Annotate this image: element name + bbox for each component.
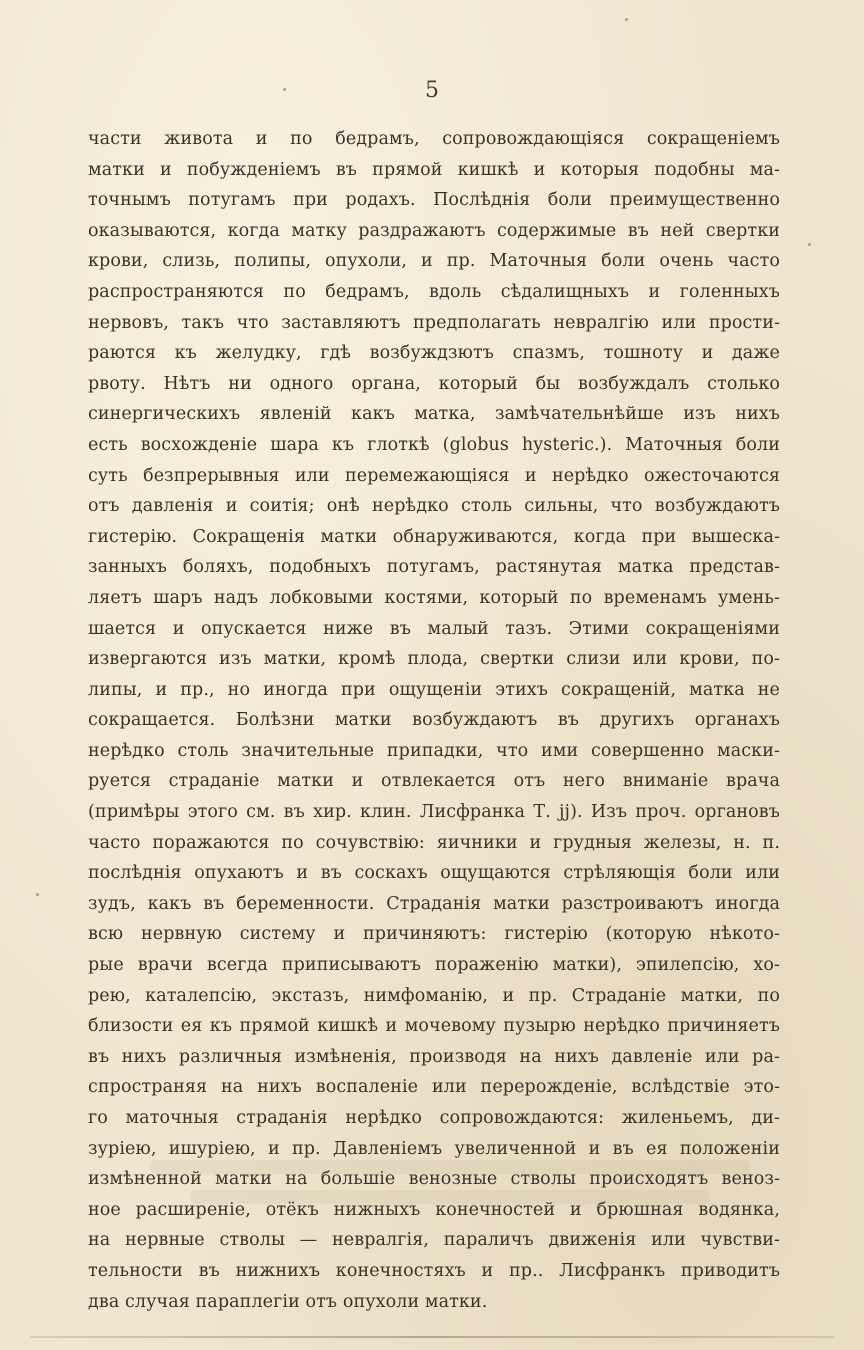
text-line: отъ давленія и соитія; онѣ нерѣдко столь сильны, что возбуждаютъ: [88, 496, 780, 517]
text-line: измѣненной матки на большіе венозные стволы происходятъ веноз-: [88, 1169, 780, 1190]
text-line: рые врачи всегда приписываютъ пораженію матки), эпилепсію, хо-: [88, 955, 780, 976]
paper-speck: [36, 893, 39, 896]
text-line: синергическихъ явленій какъ матка, замѣчательнѣйше изъ нихъ: [88, 404, 780, 425]
text-line: руется страданіе матки и отвлекается отъ него вниманіе врача: [88, 771, 780, 792]
text-line: тельности въ нижнихъ конечностяхъ и пр.. Лисфранкъ приводитъ: [88, 1260, 780, 1281]
text-line: извергаются изъ матки, кромѣ плода, свертки слизи или крови, по-: [88, 649, 780, 670]
text-line: шается и опускается ниже въ малый тазъ. Этими сокращеніями: [88, 618, 780, 639]
text-line: ное расширеніе, отёкъ нижныхъ конечностей и брюшная водянка,: [88, 1199, 780, 1220]
paper-speck: [808, 243, 811, 246]
text-line: есть восхожденіе шара къ глоткѣ (globus hysteric.). Маточныя боли: [88, 434, 780, 455]
text-line: (примѣры этого см. въ хир. клин. Лисфранка Т. jj). Изъ проч. органовъ: [88, 802, 780, 823]
text-line: спространяя на нихъ воспаленіе или перерожденіе, вслѣдствіе это-: [88, 1077, 780, 1098]
text-line: сокращается. Болѣзни матки возбуждаютъ въ другихъ органахъ: [88, 710, 780, 731]
show-through-mark: [190, 1190, 710, 1204]
paper-speck: [625, 18, 628, 21]
text-line: распространяются по бедрамъ, вдоль сѣдалищныхъ и голенныхъ: [88, 281, 780, 302]
text-line: нервовъ, такъ что заставляютъ предполагать невралгію или прости-: [88, 312, 780, 333]
text-line: на нервные стволы — невралгія, параличъ движенія или чувстви-: [88, 1230, 780, 1251]
text-line: раются къ желудку, гдѣ возбуждзютъ спазмъ, тошноту и даже: [88, 343, 780, 364]
text-line: зуріею, ишуріею, и пр. Давленіемъ увеличенной и въ ея положеніи: [88, 1138, 780, 1159]
text-line: ляетъ шаръ надъ лобковыми костями, который по временамъ умень-: [88, 587, 780, 608]
page-number: 5: [425, 78, 439, 103]
text-line: два случая параплегіи отъ опухоли матки.: [88, 1291, 488, 1312]
text-line: го маточныя страданія нерѣдко сопровождаются: жиленьемъ, ди-: [88, 1108, 780, 1128]
text-line: занныхъ боляхъ, подобныхъ потугамъ, растянутая матка представ-: [88, 557, 780, 578]
text-line: матки и побужденіемъ въ прямой кишкѣ и которыя подобны ма-: [88, 159, 780, 180]
show-through-mark: [150, 1160, 750, 1174]
text-line: части живота и по бедрамъ, сопровождающіяся сокращеніемъ: [88, 129, 780, 149]
page-bottom-edge: [30, 1336, 834, 1338]
text-line: близости ея къ прямой кишкѣ и мочевому пузырю нерѣдко причиняетъ: [88, 1016, 780, 1037]
text-line: рею, каталепсію, экстазъ, нимфоманію, и пр. Страданіе матки, по: [88, 985, 780, 1006]
text-line: нерѣдко столь значительные припадки, что ими совершенно маски-: [88, 740, 780, 761]
text-line: послѣднія опухаютъ и въ соскахъ ощущаются стрѣляющія боли или: [88, 863, 780, 884]
text-line: суть безпрерывныя или перемежающіяся и нерѣдко ожесточаются: [88, 465, 780, 486]
text-line: липы, и пр., но иногда при ощущеніи этихъ сокращеній, матка не: [88, 679, 780, 700]
text-line: въ нихъ различныя измѣненія, производя на нихъ давленіе или ра-: [88, 1046, 780, 1067]
text-line: точнымъ потугамъ при родахъ. Послѣднія боли преимущественно: [88, 190, 780, 211]
paper-speck: [283, 88, 286, 91]
text-line: гистерію. Сокращенія матки обнаруживаются, когда при вышеска-: [88, 526, 780, 547]
text-line: всю нервную систему и причиняютъ: гистерію (которую нѣкото-: [88, 924, 780, 945]
text-line: зудъ, какъ въ беременности. Страданія матки разстроиваютъ иногда: [88, 893, 780, 914]
text-line: крови, слизь, полипы, опухоли, и пр. Маточныя боли очень часто: [88, 251, 780, 272]
body-text: [88, 124, 780, 1317]
text-line: оказываются, когда матку раздражаютъ содержимые въ ней свертки: [88, 220, 780, 241]
text-line: рвоту. Нѣтъ ни одного органа, который бы возбуждалъ столько: [88, 373, 780, 394]
text-line: часто поражаются по сочувствію: яичники и грудныя железы, н. п.: [88, 832, 780, 853]
